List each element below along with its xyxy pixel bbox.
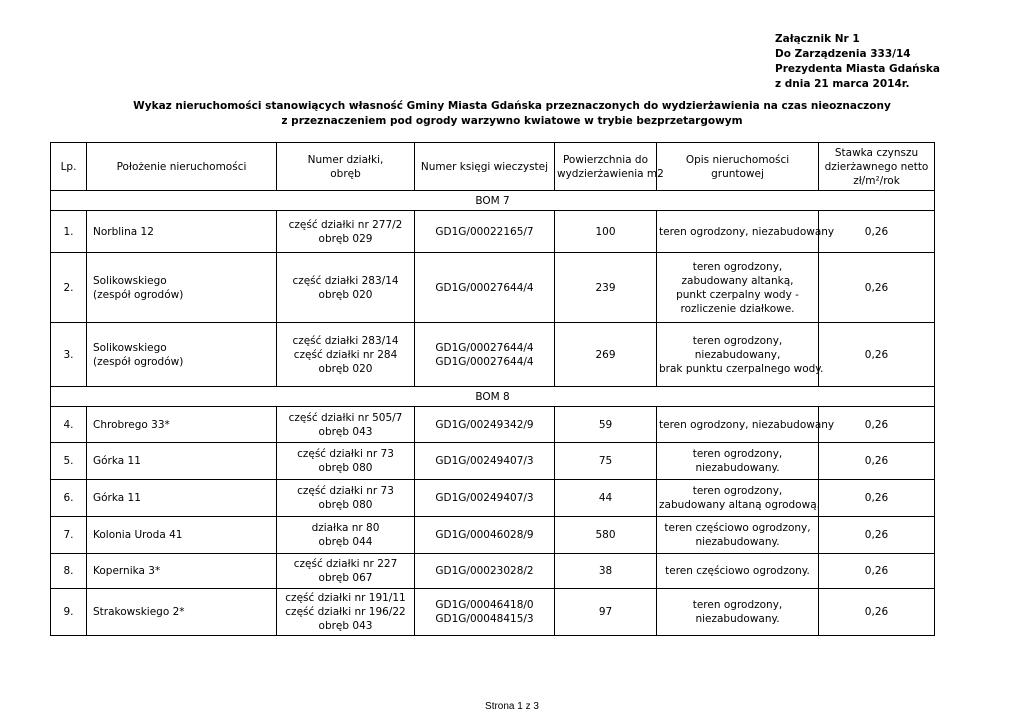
cell-description: [657, 253, 819, 323]
cell-line: teren ogrodzony,: [692, 448, 783, 460]
cell-line: obręb 080: [318, 462, 373, 474]
section-row: [51, 387, 935, 407]
cell-line: teren ogrodzony,: [692, 485, 783, 497]
cell-line: GD1G/00022165/7: [435, 225, 534, 238]
cell-line: obręb 044: [318, 536, 373, 548]
section-label: BOM 8: [51, 387, 935, 407]
cell-lp: 1.: [51, 211, 87, 253]
cell-line: GD1G/00046418/0: [435, 599, 534, 611]
cell-line: niezabudowany,: [694, 348, 781, 361]
title-line: Wykaz nieruchomości stanowiących własność Gminy Miasta Gdańska przeznaczonych do wydzierżawienia na czas nieoznaczony: [133, 100, 891, 112]
header-parcel: [277, 143, 415, 191]
cell-line: część działki nr 73: [297, 448, 394, 460]
cell-line: GD1G/00249407/3: [435, 492, 534, 504]
table-row: [51, 407, 935, 443]
cell-line: część działki 283/14: [292, 334, 399, 347]
cell-line: część działki nr 505/7: [288, 411, 403, 424]
cell-land-register: [415, 589, 555, 636]
cell-land-register: [415, 407, 555, 443]
cell-line: GD1G/00046028/9: [435, 529, 534, 541]
annex-line: Do Zarządzenia 333/14: [775, 48, 911, 60]
cell-line: część działki nr 227: [293, 558, 398, 570]
header-text: gruntowej: [711, 167, 764, 180]
cell-line: punkt czerpalny wody -: [676, 288, 799, 301]
cell-rate: 0,26: [819, 589, 935, 636]
header-rate: [819, 143, 935, 191]
cell-parcel: [277, 443, 415, 480]
table-row: [51, 443, 935, 480]
cell-line: Strakowskiego 2*: [93, 606, 185, 618]
cell-location: [87, 323, 277, 387]
cell-lp: 5.: [51, 443, 87, 480]
cell-parcel: [277, 253, 415, 323]
cell-land-register: [415, 480, 555, 517]
cell-description: [657, 407, 835, 443]
cell-area: 44: [555, 480, 657, 517]
cell-location: [87, 443, 277, 480]
cell-lp: 9.: [51, 589, 87, 636]
cell-rate: 0,26: [819, 443, 935, 480]
cell-parcel: [277, 589, 415, 636]
cell-land-register: [415, 211, 555, 253]
cell-line: rozliczenie działkowe.: [680, 302, 795, 315]
cell-land-register: [415, 554, 555, 589]
cell-area: 97: [555, 589, 657, 636]
cell-location: [87, 480, 277, 517]
page-footer: Strona 1 z 3: [485, 701, 539, 712]
cell-description: [657, 323, 824, 387]
cell-line: część działki nr 196/22: [285, 606, 406, 618]
cell-land-register: [415, 253, 555, 323]
cell-line: GD1G/00027644/4: [435, 355, 534, 368]
cell-rate: 0,26: [819, 211, 935, 253]
cell-line: zabudowany altanką,: [681, 274, 794, 287]
cell-line: działka nr 80: [311, 522, 380, 534]
cell-line: część działki nr 73: [297, 485, 394, 497]
cell-area: 239: [555, 253, 657, 323]
cell-line: część działki 283/14: [292, 274, 399, 287]
cell-line: Solikowskiego: [93, 341, 167, 354]
cell-line: obręb 020: [318, 362, 373, 375]
cell-lp: 8.: [51, 554, 87, 589]
cell-line: (zespół ogrodów): [93, 288, 184, 301]
cell-line: Solikowskiego: [93, 274, 167, 287]
cell-lp: 4.: [51, 407, 87, 443]
cell-land-register: [415, 443, 555, 480]
header-row: [51, 143, 935, 191]
cell-line: niezabudowany.: [695, 536, 780, 548]
cell-line: teren częściowo ogrodzony.: [665, 565, 810, 577]
cell-line: GD1G/00048415/3: [435, 613, 534, 625]
cell-line: teren ogrodzony,: [692, 334, 783, 347]
cell-line: Kolonia Uroda 41: [93, 529, 183, 541]
cell-rate: 0,26: [819, 554, 935, 589]
cell-line: obręb 043: [318, 620, 373, 632]
cell-line: Kopernika 3*: [93, 565, 161, 577]
cell-description: [657, 443, 819, 480]
cell-line: teren ogrodzony,: [692, 260, 783, 273]
cell-line: GD1G/00249407/3: [435, 455, 534, 467]
header-text: obręb: [330, 167, 361, 180]
cell-line: niezabudowany.: [695, 462, 780, 474]
header-text: Opis nieruchomości: [685, 153, 790, 166]
header-text: Stawka czynszu: [834, 146, 919, 159]
cell-location: [87, 407, 277, 443]
cell-description: [657, 589, 819, 636]
cell-line: teren częściowo ogrodzony,: [664, 522, 811, 534]
header-text: Położenie nieruchomości: [116, 160, 247, 173]
cell-parcel: [277, 211, 415, 253]
cell-rate: 0,26: [819, 480, 935, 517]
cell-line: Chrobrego 33*: [93, 418, 170, 431]
cell-rate: 0,26: [819, 407, 935, 443]
cell-line: GD1G/00027644/4: [435, 281, 534, 294]
table-row: [51, 253, 935, 323]
header-location: [87, 143, 277, 191]
cell-parcel: [277, 517, 415, 554]
cell-line: brak punktu czerpalnego wody.: [659, 362, 824, 375]
table-row: [51, 589, 935, 636]
cell-line: Górka 11: [93, 455, 141, 467]
cell-description: [657, 517, 819, 554]
cell-line: część działki nr 277/2: [288, 218, 403, 231]
cell-line: niezabudowany.: [695, 613, 780, 625]
table-row: [51, 211, 935, 253]
header-text: Numer księgi wieczystej: [420, 160, 549, 173]
cell-line: obręb 043: [318, 425, 373, 438]
header-text: Numer działki,: [307, 153, 384, 166]
cell-lp: 7.: [51, 517, 87, 554]
section-row: [51, 191, 935, 211]
cell-area: 59: [555, 407, 657, 443]
cell-area: 100: [555, 211, 657, 253]
cell-line: obręb 020: [318, 288, 373, 301]
cell-location: [87, 211, 277, 253]
header-lp: [51, 143, 87, 191]
title-line: z przeznaczeniem pod ogrody warzywno kwiatowe w trybie bezprzetargowym: [281, 115, 743, 127]
cell-line: część działki nr 191/11: [285, 592, 406, 604]
cell-lp: 3.: [51, 323, 87, 387]
cell-line: GD1G/00249342/9: [435, 418, 534, 431]
cell-parcel: [277, 480, 415, 517]
cell-location: [87, 589, 277, 636]
cell-rate: 0,26: [819, 323, 935, 387]
cell-line: teren ogrodzony, niezabudowany: [659, 225, 835, 238]
cell-parcel: [277, 323, 415, 387]
cell-description: [657, 480, 819, 517]
property-table: [50, 142, 935, 636]
cell-line: GD1G/00023028/2: [435, 565, 534, 577]
header-description: [657, 143, 819, 191]
cell-lp: 6.: [51, 480, 87, 517]
cell-area: 75: [555, 443, 657, 480]
header-text: wydzierżawienia m2: [557, 167, 664, 180]
cell-line: (zespół ogrodów): [93, 355, 184, 368]
header-area: [555, 143, 664, 191]
cell-parcel: [277, 407, 415, 443]
cell-line: Norblina 12: [93, 225, 154, 238]
annex-line: Załącznik Nr 1: [775, 33, 860, 45]
cell-area: 580: [555, 517, 657, 554]
cell-line: obręb 067: [318, 572, 373, 584]
header-text: Lp.: [60, 160, 77, 173]
document-title: [0, 99, 1024, 129]
cell-description: [657, 554, 819, 589]
table-header: [51, 143, 935, 191]
table-row: [51, 517, 935, 554]
cell-location: [87, 517, 277, 554]
annex-line: z dnia 21 marca 2014r.: [775, 78, 910, 90]
cell-line: obręb 029: [318, 232, 373, 245]
table-body: [51, 191, 935, 636]
header-text: dzierżawnego netto: [824, 160, 929, 173]
annex-header: [775, 32, 940, 92]
header-text: Powierzchnia do: [562, 153, 649, 166]
cell-line: teren ogrodzony, niezabudowany: [659, 418, 835, 431]
cell-land-register: [415, 323, 555, 387]
cell-lp: 2.: [51, 253, 87, 323]
section-label: BOM 7: [51, 191, 935, 211]
table-row: [51, 554, 935, 589]
cell-line: zabudowany altaną ogrodową.: [659, 499, 820, 511]
annex-line: Prezydenta Miasta Gdańska: [775, 63, 940, 75]
table-row: [51, 323, 935, 387]
cell-area: 38: [555, 554, 657, 589]
cell-rate: 0,26: [819, 253, 935, 323]
cell-line: część działki nr 284: [293, 348, 398, 361]
header-text: zł/m²/rok: [853, 174, 900, 187]
cell-land-register: [415, 517, 555, 554]
cell-parcel: [277, 554, 415, 589]
header-land-register: [415, 143, 555, 191]
cell-line: GD1G/00027644/4: [435, 341, 534, 354]
table-row: [51, 480, 935, 517]
cell-rate: 0,26: [819, 517, 935, 554]
cell-location: [87, 253, 277, 323]
cell-description: [657, 211, 835, 253]
cell-line: obręb 080: [318, 499, 373, 511]
cell-line: Górka 11: [93, 492, 141, 504]
cell-area: 269: [555, 323, 657, 387]
cell-location: [87, 554, 277, 589]
cell-line: teren ogrodzony,: [692, 599, 783, 611]
